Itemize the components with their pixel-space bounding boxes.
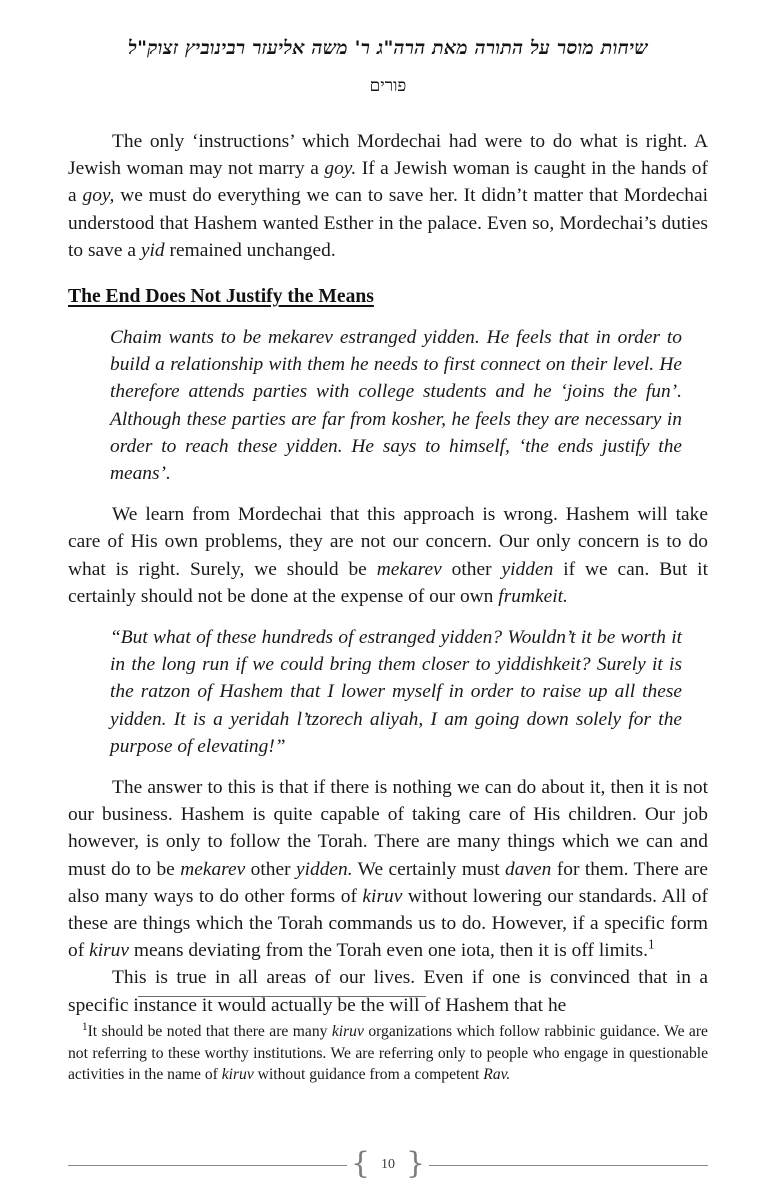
hebrew-series-title: שיחות מוסר על התורה מאת הרה"ג ר' משה אליעזר רבינוביץ זצוק"ל: [128, 37, 648, 59]
paragraph-text-run: The answer to this is that if there is nothing we can do about it, then it is not our business. Hashem is quite capable of taking care of His children. Our job however, is only to follow the Torah. There are many things which we can and must do to be: [68, 777, 708, 880]
footnote-marker: 1: [82, 1020, 88, 1033]
term-goy-2: goy,: [82, 185, 115, 207]
hebrew-section-subtitle: פורים: [369, 75, 407, 96]
footnote-1: [68, 1021, 708, 1086]
paragraph-text-run: means deviating from the Torah even one iota, then it is off limits.: [129, 940, 648, 962]
blockquote-but-what-of-these: [110, 624, 682, 760]
term-mekarev-1: mekarev: [376, 558, 442, 580]
term-kiruv-footnote-1: kiruv: [331, 1023, 364, 1040]
page-number: 10: [381, 1157, 395, 1172]
footnote-text-run: organizations which follow rabbinic guidance. We are not referring to these worthy institutions. We are referring only to people who engage in questionable activities in the name of: [68, 1023, 708, 1083]
term-frumkeit: frumkeit.: [498, 585, 568, 607]
term-yidden-1: yidden: [501, 558, 554, 580]
footnote-separator-rule: [138, 996, 426, 997]
paragraph-instructions: [68, 128, 708, 264]
paragraph-we-learn-from-mordechai: [68, 501, 708, 610]
section-heading-label: The End Does Not Justify the Means: [68, 286, 374, 308]
brace-left-icon: {: [350, 1146, 370, 1181]
document-body: [68, 128, 708, 1019]
paragraph-text-run: remained unchanged.: [164, 239, 336, 261]
term-yid: yid: [140, 239, 165, 261]
document-header: [68, 36, 708, 96]
footnote-area: [68, 996, 708, 1086]
footnote-text-run: It should be noted that there are many: [87, 1023, 332, 1040]
paragraph-text-run: This is true in all areas of our lives. Even if one is convinced that in a specific instance it would actually be the will of Hashem that he: [68, 967, 708, 1016]
term-mekarev-2: mekarev: [180, 858, 246, 880]
paragraph-text-run: If a Jewish woman is caught in the hands of a: [68, 158, 708, 207]
blockquote-text: Chaim wants to be mekarev estranged yidden. He feels that in order to build a relationship with them he needs to first connect on their level. He therefore attends parties with college students and he ‘joins the fun’. Although these parties are far from kosher, he feels they are necessary in order to reach these yidden. He says to himself, ‘the ends justify the means’.: [110, 327, 682, 485]
term-daven: daven: [505, 858, 552, 880]
paragraph-text-run: without lowering our standards. All of these are things which the Torah commands us to do. However, if a specific form of: [68, 885, 708, 962]
footer-rule-right: [429, 1165, 708, 1166]
term-kiruv-1: kiruv: [362, 885, 403, 907]
blockquote-chaim-story: [110, 324, 682, 487]
term-goy-1: goy.: [324, 158, 357, 180]
footnote-text-run: without guidance from a competent: [253, 1066, 484, 1083]
paragraph-text-run: We learn from Mordechai that this approach is wrong. Hashem will take care of His own problems, they are not our concern. Our only concern is to do what is right. Surely, we should be: [68, 504, 708, 580]
term-rav: Rav.: [483, 1066, 511, 1083]
term-kiruv-2: kiruv: [89, 940, 130, 962]
paragraph-text-run: We certainly must: [352, 858, 505, 880]
footnote-reference-1[interactable]: 1: [648, 936, 655, 952]
paragraph-text-run: if we can. But it certainly should not be done at the expense of our own: [68, 558, 708, 607]
footer-rule-left: [68, 1165, 347, 1166]
term-kiruv-footnote-2: kiruv: [221, 1066, 254, 1083]
paragraph-text-run: for them. There are also many ways to do other forms of: [68, 858, 708, 907]
brace-right-icon: }: [406, 1146, 426, 1181]
paragraph-text-run: The only ‘instructions’ which Mordechai had were to do what is right. A Jewish woman may not marry a: [68, 131, 708, 180]
document-footer: [0, 1146, 776, 1190]
term-yidden-2: yidden.: [295, 858, 353, 880]
section-heading-end-does-not-justify: [68, 284, 708, 310]
paragraph-text-run: other: [441, 558, 502, 580]
blockquote-text: “But what of these hundreds of estranged yidden? Wouldn’t it be worth it in the long run if we could bring them closer to yiddishkeit? Surely it is the ratzon of Hashem that I lower myself in order to raise up all these yidden. It is a yeridah l’tzorech aliyah, I am going down solely for the purpose of elevating!”: [110, 627, 682, 757]
paragraph-the-answer-to-this: [68, 774, 708, 964]
page-number-ornament: [347, 1146, 429, 1181]
paragraph-text-run: other: [245, 858, 296, 880]
paragraph-text-run: we must do everything we can to save her. It didn’t matter that Mordechai understood that Hashem wanted Esther in the palace. Even so, Mordechai’s duties to save a: [68, 185, 709, 261]
